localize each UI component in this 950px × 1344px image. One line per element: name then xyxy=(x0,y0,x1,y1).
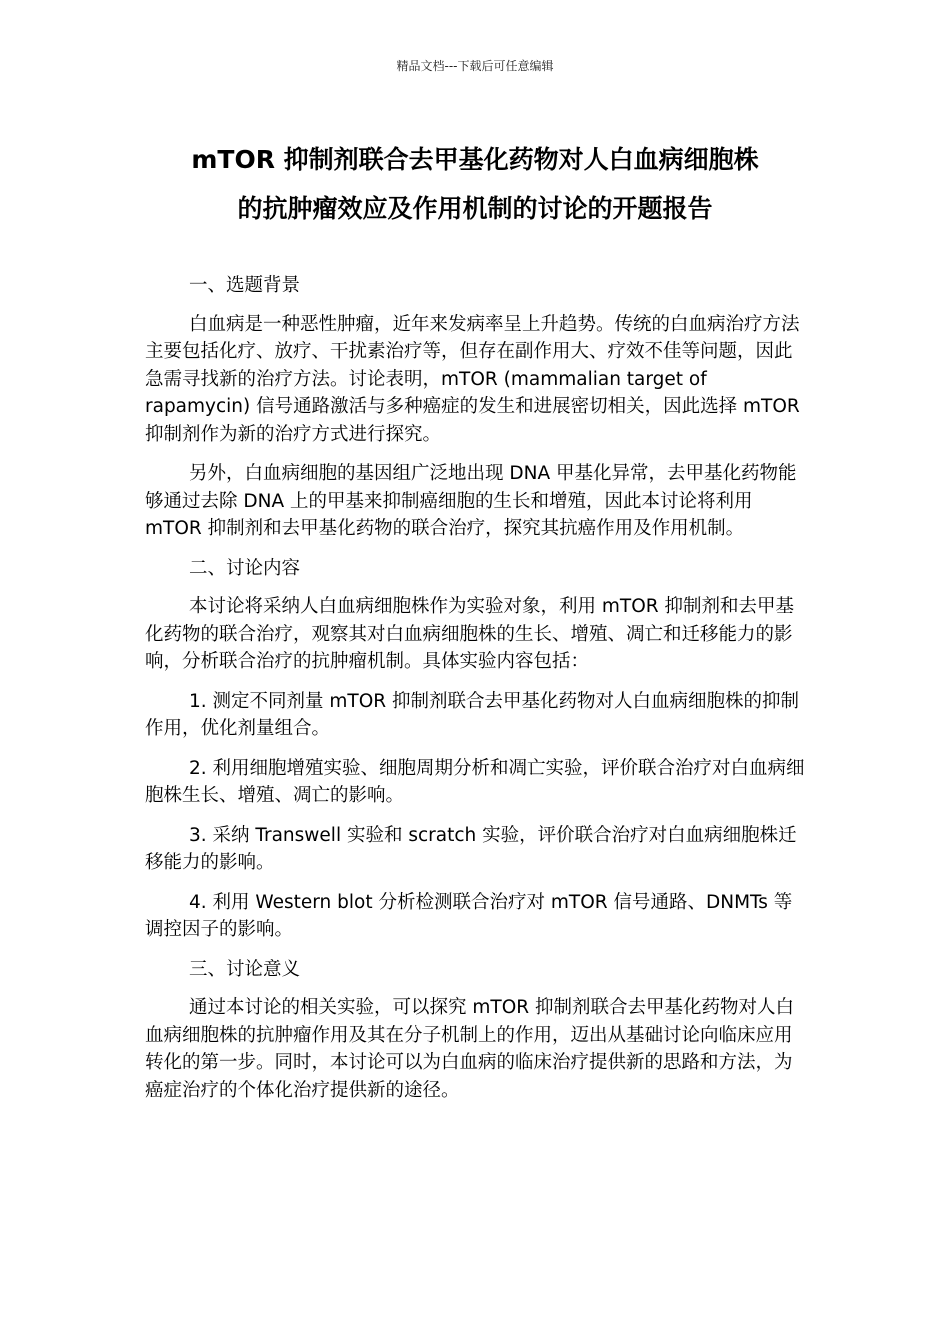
background-paragraph-2: 另外，白血病细胞的基因组广泛地出现 DNA 甲基化异常，去甲基化药物能够通过去除 DNA 上的甲基来抑制癌细胞的生长和增殖，因此本讨论将利用 mTOR 抑制剂和去甲基化药物的联合治疗，探究其抗癌作用及作用机制。 xyxy=(145,463,797,539)
significance-paragraph: 通过本讨论的相关实验，可以探究 mTOR 抑制剂联合去甲基化药物对人白血病细胞株的抗肿瘤作用及其在分子机制上的作用，迈出从基础讨论向临床应用转化的第一步。同时，本讨论可以为白血病的临床治疗提供新的思路和方法，为癌症治疗的个体化治疗提供新的途径。 xyxy=(145,997,795,1101)
content-list-item: 1. 测定不同剂量 mTOR 抑制剂联合去甲基化药物对人白血病细胞株的抑制作用，优化剂量组合。 xyxy=(145,690,800,739)
content-list-item: 3. 采纳 Transwell 实验和 scratch 实验，评价联合治疗对白血病细胞株迁移能力的影响。 xyxy=(145,824,797,873)
document-title xyxy=(100,135,850,233)
title-line-2: 的抗肿瘤效应及作用机制的讨论的开题报告 xyxy=(237,194,713,223)
page-header: 精品文档---下载后可任意编辑 xyxy=(396,59,554,73)
content-list-item: 2. 利用细胞增殖实验、细胞周期分析和凋亡实验，评价联合治疗对白血病细胞株生长、增殖、凋亡的影响。 xyxy=(145,757,805,806)
section-heading-content: 二、讨论内容 xyxy=(189,557,301,579)
background-paragraph-1: 白血病是一种恶性肿瘤，近年来发病率呈上升趋势。传统的白血病治疗方法主要包括化疗、放疗、干扰素治疗等，但存在副作用大、疗效不佳等问题，因此急需寻找新的治疗方法。讨论表明，mTOR (mammalian target of rapamycin) 信号通路激活与多种癌症的发生和进展密切相关，因此选择 mTOR 抑制剂作为新的治疗方式进行探究。 xyxy=(145,313,800,445)
document-body xyxy=(145,272,810,1116)
section-heading-background: 一、选题背景 xyxy=(189,275,301,296)
title-line-1: mTOR 抑制剂联合去甲基化药物对人白血病细胞株 xyxy=(191,145,759,174)
content-list-item: 4. 利用 Western blot 分析检测联合治疗对 mTOR 信号通路、DNMTs 等调控因子的影响。 xyxy=(145,891,793,940)
section-heading-significance: 三、讨论意义 xyxy=(189,958,301,980)
content-intro-paragraph: 本讨论将采纳人白血病细胞株作为实验对象，利用 mTOR 抑制剂和去甲基化药物的联合治疗，观察其对白血病细胞株的生长、增殖、凋亡和迁移能力的影响，分析联合治疗的抗肿瘤机制。具体实验内容包括： xyxy=(145,596,795,672)
